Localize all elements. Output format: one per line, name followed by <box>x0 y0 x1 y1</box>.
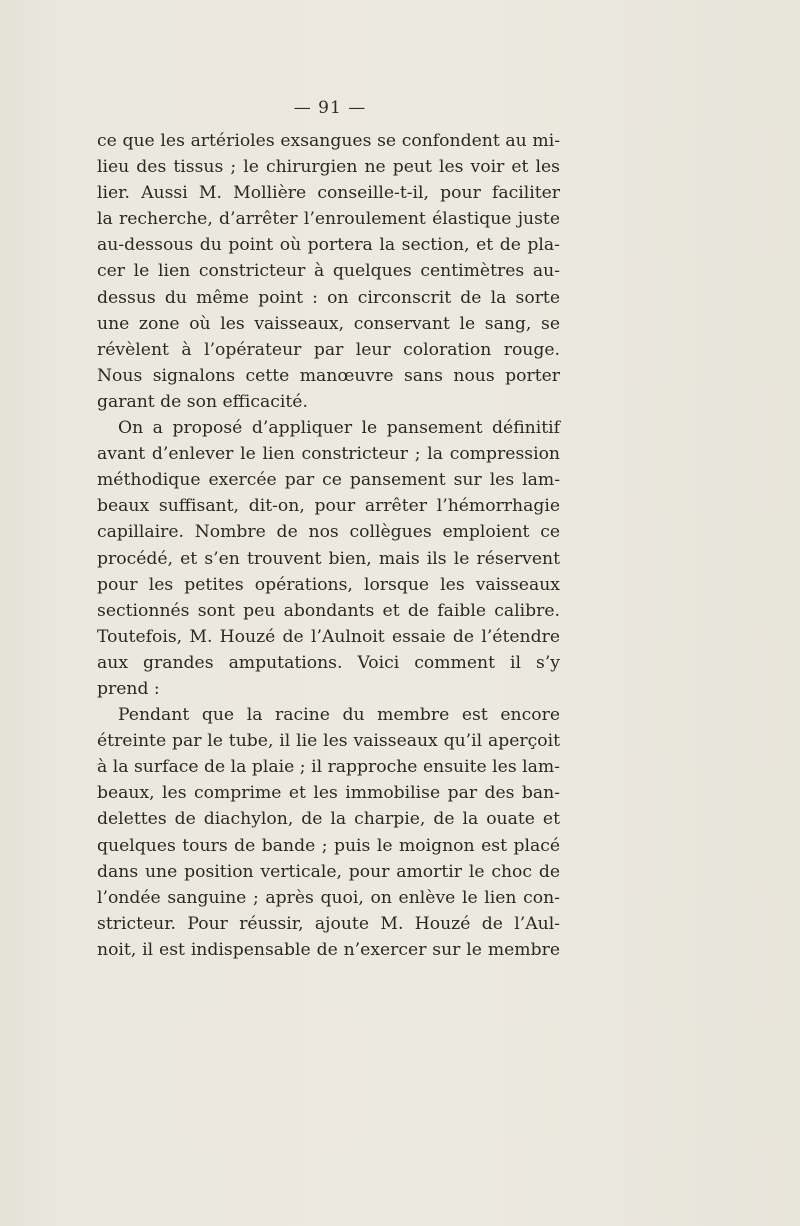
paragraph <box>97 128 560 415</box>
text-line: aux grandes amputations. Voici comment il s’y <box>97 652 560 673</box>
text-line: lieu des tissus ; le chirurgien ne peut les voir et les <box>97 157 560 178</box>
text-line: dans une position verticale, pour amortir le choc de <box>97 861 560 882</box>
paragraph <box>97 702 560 963</box>
text-line: quelques tours de bande ; puis le moignon est placé <box>97 835 560 856</box>
body-text <box>97 128 560 963</box>
text-line: beaux suffisant, dit-on, pour arrêter l’hémorrhagie <box>97 496 560 517</box>
text-line: ce que les artérioles exsangues se confondent au mi- <box>97 131 560 151</box>
text-line: lier. Aussi M. Mollière conseille-t-il, pour faciliter <box>97 183 560 204</box>
page-number: — 91 — <box>293 98 367 118</box>
text-line: une zone où les vaisseaux, conservant le sang, se <box>97 313 560 334</box>
text-line: à la surface de la plaie ; il rapproche ensuite les lam- <box>97 757 560 778</box>
text-line: avant d’enlever le lien constricteur ; la compression <box>97 444 560 465</box>
text-line: Nous signalons cette manœuvre sans nous porter <box>97 365 560 386</box>
text-line: la recherche, d’arrêter l’enroulement élastique juste <box>97 209 560 230</box>
text-line: étreinte par le tube, il lie les vaisseaux qu’il aperçoit <box>97 731 560 752</box>
paragraph <box>97 415 560 702</box>
text-line: sectionnés sont peu abondants et de faible calibre. <box>97 600 560 621</box>
text-line: stricteur. Pour réussir, ajoute M. Houzé de l’Aul- <box>97 913 560 934</box>
text-line: Toutefois, M. Houzé de l’Aulnoit essaie de l’étendre <box>97 626 560 647</box>
text-line: l’ondée sanguine ; après quoi, on enlève le lien con- <box>97 887 560 908</box>
text-line: On a proposé d’appliquer le pansement définitif <box>118 418 560 439</box>
text-line: cer le lien constricteur à quelques centimètres au- <box>97 261 560 282</box>
text-line: méthodique exercée par ce pansement sur les lam- <box>97 470 560 491</box>
text-line: prend : <box>97 678 160 699</box>
text-line: dessus du même point : on circonscrit de la sorte <box>97 287 560 308</box>
text-line: pour les petites opérations, lorsque les vaisseaux <box>97 574 560 595</box>
text-line: capillaire. Nombre de nos collègues emploient ce <box>97 522 560 543</box>
text-line: procédé, et s’en trouvent bien, mais ils le réservent <box>97 548 560 569</box>
text-line: révèlent à l’opérateur par leur coloration rouge. <box>97 339 560 360</box>
text-line: noit, il est indispensable de n’exercer sur le membre <box>97 939 560 960</box>
text-line: au-dessous du point où portera la section, et de pla- <box>97 235 560 256</box>
text-line: beaux, les comprime et les immobilise par des ban- <box>97 783 560 804</box>
text-line: garant de son efficacité. <box>97 391 308 412</box>
text-line: Pendant que la racine du membre est encore <box>118 705 560 726</box>
text-line: delettes de diachylon, de la charpie, de la ouate et <box>97 809 560 830</box>
